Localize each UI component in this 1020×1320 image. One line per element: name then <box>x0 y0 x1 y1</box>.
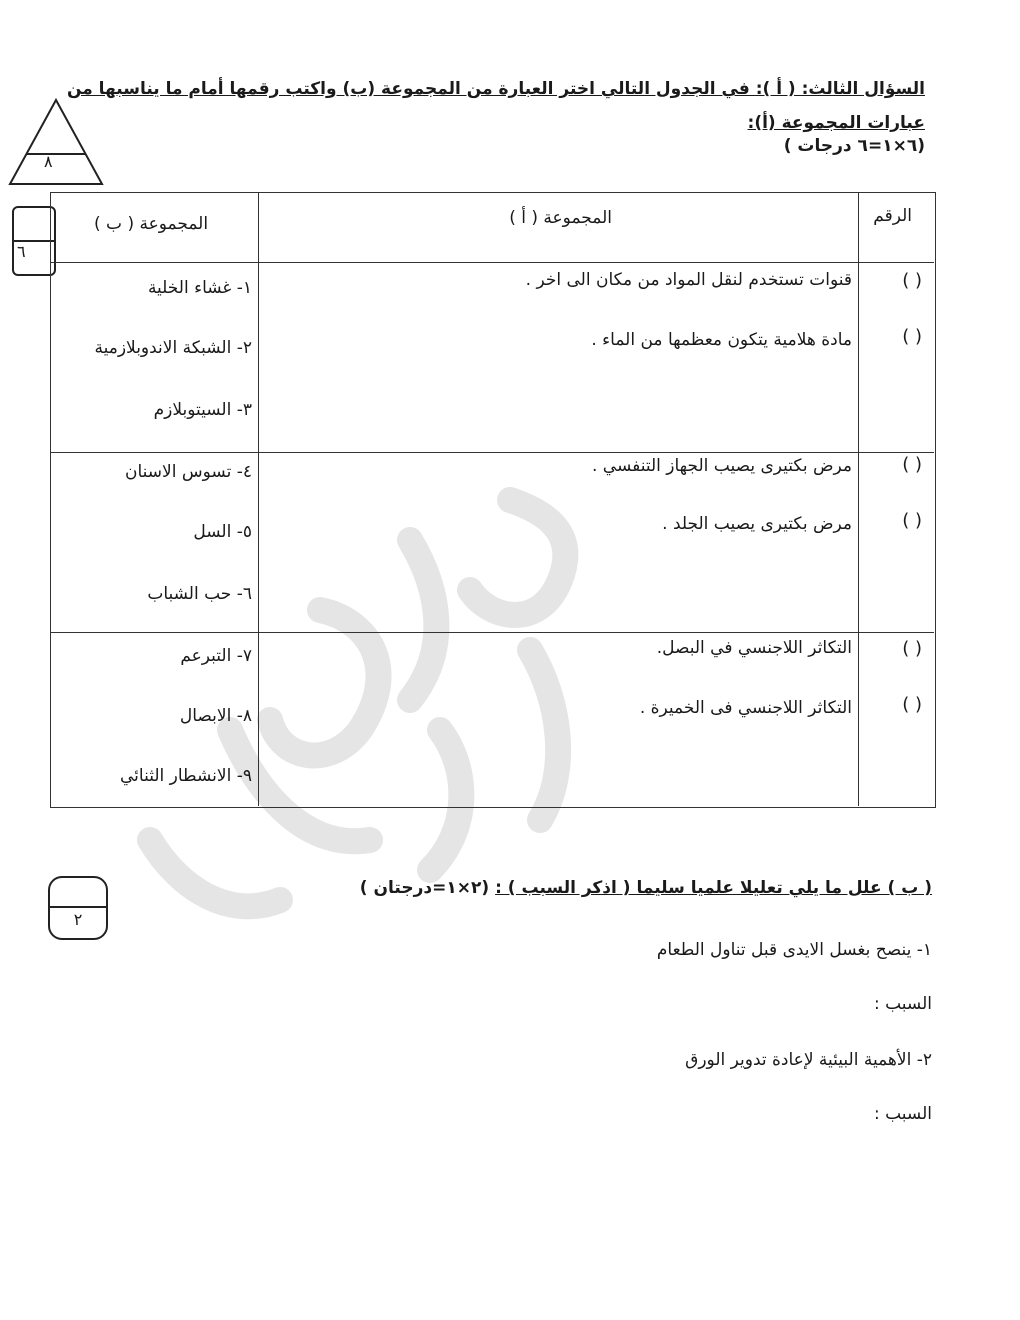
group-b-item: ٦- حب الشباب <box>147 584 252 604</box>
answer-blank[interactable]: ( ) <box>902 270 922 291</box>
group-a-item: مادة هلامية يتكون معظمها من الماء . <box>591 330 852 350</box>
question-grade: (٦×١=٦ درجات ) <box>783 136 925 156</box>
reason-question-2: ٢- الأهمية البيئية لإعادة تدوير الورق <box>685 1050 932 1070</box>
group-a-item: مرض بكتيرى يصيب الجهاز التنفسي . <box>591 456 852 476</box>
part-b-title <box>360 878 932 898</box>
answer-blank[interactable]: ( ) <box>902 694 922 715</box>
group-b-item: ٧- التبرعم <box>180 646 252 666</box>
group-a-item: مرض بكتيرى يصيب الجلد . <box>662 514 852 534</box>
matching-table <box>50 192 934 806</box>
score-box-value: ٦ <box>17 242 26 261</box>
answer-blank[interactable]: ( ) <box>902 454 922 475</box>
score-triangle <box>6 96 106 188</box>
answer-blank[interactable]: ( ) <box>902 510 922 531</box>
answer-blank[interactable]: ( ) <box>902 638 922 659</box>
part-b-score-value: ٢ <box>73 910 83 929</box>
triangle-score: ٨ <box>44 152 53 171</box>
answer-blank[interactable]: ( ) <box>902 326 922 347</box>
group-b-item: ٩- الانشطار الثنائي <box>120 766 252 786</box>
group-b-item: ١- غشاء الخلية <box>147 278 252 298</box>
reason-question-1: ١- ينصح بغسل الايدى قبل تناول الطعام <box>656 940 932 960</box>
group-a-item: التكاثر اللاجنسي فى الخميرة . <box>639 698 852 718</box>
part-b-grade: (٢×١=درجتان ) <box>359 878 490 898</box>
group-b-item: ٢- الشبكة الاندوبلازمية <box>94 338 252 358</box>
group-b-item: ٣- السيتوبلازم <box>153 400 252 420</box>
group-b-item: ٥- السل <box>193 522 252 542</box>
group-a-item: قنوات تستخدم لنقل المواد من مكان الى اخر . <box>525 270 852 290</box>
reason-label-1: السبب : <box>873 994 932 1014</box>
header-number: الرقم <box>873 206 912 226</box>
group-b-item: ٨- الابصال <box>179 706 252 726</box>
header-group-a: المجموعة ( أ ) <box>509 208 612 228</box>
group-a-item: التكاثر اللاجنسي في البصل. <box>656 638 852 658</box>
part-b-score-box <box>48 876 108 940</box>
header-group-b: المجموعة ( ب ) <box>94 214 209 234</box>
part-b-label: ( ب ) علل ما يلي تعليلا علميا سليما ( اذكر السبب ) : <box>495 878 932 898</box>
group-b-item: ٤- تسوس الاسنان <box>125 462 252 482</box>
question-title: السؤال الثالث: ( أ ): في الجدول التالي اختر العبارة من المجموعة (ب) واكتب رقمها أمام ما يناسبها من عبارات المجموعة (أ): <box>66 79 925 133</box>
reason-label-2: السبب : <box>873 1104 932 1124</box>
